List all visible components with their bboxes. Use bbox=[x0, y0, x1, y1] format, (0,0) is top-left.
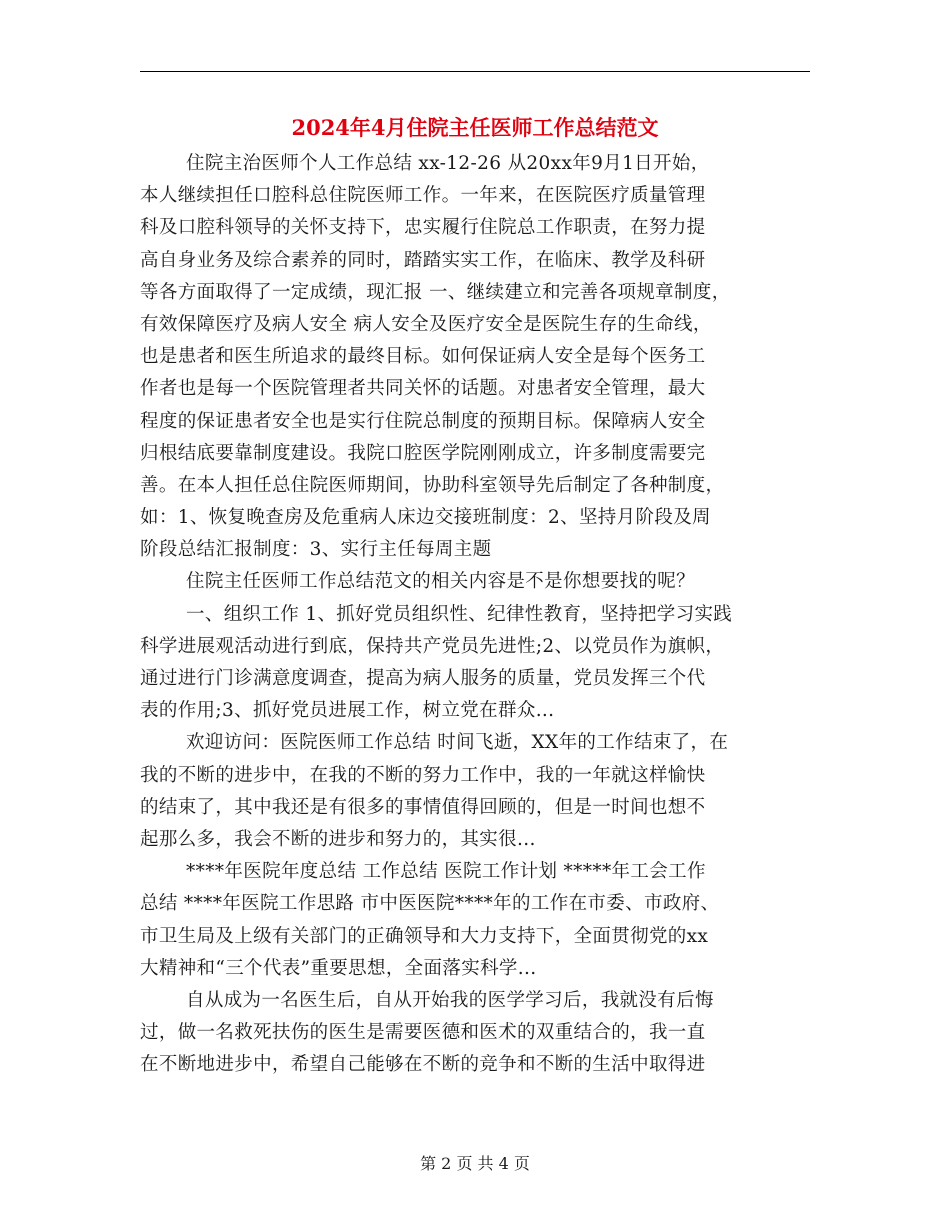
paragraph-line: 的结束了，其中我还是有很多的事情值得回顾的，但是一时间也想不 bbox=[140, 796, 706, 818]
paragraph-line: 高自身业务及综合素养的同时，踏踏实实工作，在临床、教学及科研 bbox=[140, 249, 706, 271]
paragraph bbox=[140, 985, 812, 1082]
paragraph-line: 起那么多，我会不断的进步和努力的，其实很... bbox=[140, 828, 536, 850]
paragraph-line: 作者也是每一个医院管理者共同关怀的话题。对患者安全管理，最大 bbox=[140, 378, 706, 400]
page-number-footer: 第 2 页 共 4 页 bbox=[420, 1154, 530, 1173]
paragraph-line: 有效保障医疗及病人安全 病人安全及医疗安全是医院生存的生命线， bbox=[140, 313, 712, 335]
paragraph-line: 阶段总结汇报制度：3、实行主任每周主题 bbox=[140, 539, 492, 561]
paragraph bbox=[140, 727, 812, 856]
paragraph-line: 市卫生局及上级有关部门的正确领导和大力支持下，全面贯彻党的xx bbox=[140, 925, 709, 947]
paragraph-line: 程度的保证患者安全也是实行住院总制度的预期目标。保障病人安全 bbox=[140, 410, 706, 432]
paragraph-line: 住院主任医师工作总结范文的相关内容是不是你想要找的呢？ bbox=[186, 571, 695, 593]
paragraph-line: 一、组织工作 1、抓好党员组织性、纪律性教育，坚持把学习实践 bbox=[186, 603, 733, 625]
paragraph-line: 住院主治医师个人工作总结 xx-12-26 从20xx年9月1日开始， bbox=[186, 153, 710, 174]
paragraph-line: 善。在本人担任总住院医师期间，协助科室领导先后制定了各种制度， bbox=[140, 474, 725, 496]
paragraph bbox=[140, 599, 812, 728]
paragraph-line: 过，做一名救死扶伤的医生是需要医德和医术的双重结合的，我一直 bbox=[140, 1022, 706, 1044]
paragraph-line: 本人继续担任口腔科总住院医师工作。一年来，在医院医疗质量管理 bbox=[140, 185, 706, 207]
paragraph-line: 通过进行门诊满意度调查，提高为病人服务的质量，党员发挥三个代 bbox=[140, 668, 706, 689]
paragraph bbox=[140, 856, 812, 985]
paragraph-line: 欢迎访问：医院医师工作总结 时间飞逝，XX年的工作结束了，在 bbox=[186, 732, 729, 754]
document-body bbox=[140, 148, 812, 1081]
paragraph-line: ****年医院年度总结 工作总结 医院工作计划 *****年工会工作 bbox=[186, 861, 706, 883]
paragraph-line: 如：1、恢复晚查房及危重病人床边交接班制度：2、坚持月阶段及周 bbox=[140, 507, 711, 529]
paragraph-line: 表的作用;3、抓好党员进展工作，树立党在群众... bbox=[140, 700, 555, 722]
document-title: 2024年4月住院主任医师工作总结范文 bbox=[291, 115, 659, 140]
paragraph bbox=[140, 148, 812, 566]
paragraph-line: 在不断地进步中，希望自己能够在不断的竞争和不断的生活中取得进 bbox=[140, 1054, 706, 1076]
paragraph bbox=[140, 566, 812, 598]
paragraph-line: 大精神和“三个代表”重要思想，全面落实科学... bbox=[140, 957, 537, 979]
header-rule bbox=[140, 71, 810, 72]
paragraph-line: 科及口腔科领导的关怀支持下，忠实履行住院总工作职责，在努力提 bbox=[140, 217, 706, 239]
paragraph-line: 等各方面取得了一定成绩，现汇报 一、继续建立和完善各项规章制度， bbox=[140, 281, 731, 303]
paragraph-line: 科学进展观活动进行到底，保持共产党员先进性;2、以党员作为旗帜， bbox=[140, 635, 725, 657]
paragraph-line: 总结 ****年医院工作思路 市中医医院****年的工作在市委、市政府、 bbox=[140, 893, 720, 915]
paragraph-line: 归根结底要靠制度建设。我院口腔医学院刚刚成立，许多制度需要完 bbox=[140, 442, 706, 464]
paragraph-line: 也是患者和医生所追求的最终目标。如何保证病人安全是每个医务工 bbox=[140, 346, 706, 368]
paragraph-line: 自从成为一名医生后，自从开始我的医学学习后，我就没有后悔 bbox=[186, 989, 714, 1011]
paragraph-line: 我的不断的进步中，在我的不断的努力工作中，我的一年就这样愉快 bbox=[140, 764, 706, 786]
